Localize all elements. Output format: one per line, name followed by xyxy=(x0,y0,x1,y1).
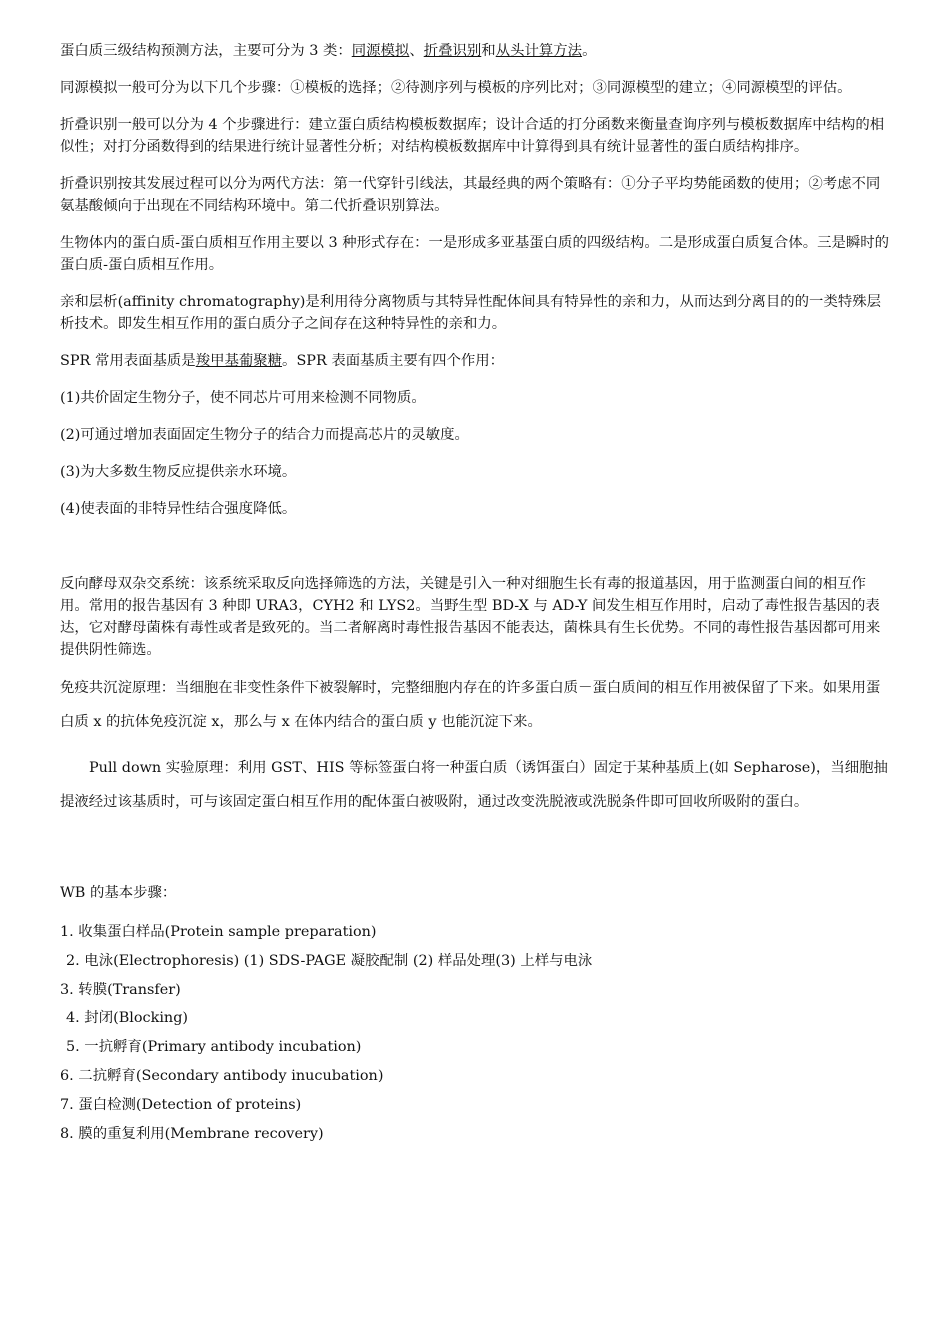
list-item: (4)使表面的非特异性结合强度降低。 xyxy=(60,501,297,517)
list-item: (2)可通过增加表面固定生物分子的结合力而提高芯片的灵敏度。 xyxy=(60,427,469,443)
paragraph-co-ip: 免疫共沉淀原理：当细胞在非变性条件下被裂解时，完整细胞内存在的许多蛋白质－蛋白质间的相互作用被保留了下来。如果用蛋白质 x 的抗体免疫沉淀 x，那么与 x 在体内结合的蛋白质 y 也能沉淀下来。 xyxy=(60,680,881,730)
list-item: 1. 收集蛋白样品(Protein sample preparation) xyxy=(60,924,377,940)
paragraph-affinity-chromatography: 亲和层析(affinity chromatography)是利用待分离物质与其特异性配体间具有特异性的亲和力，从而达到分离目的的一类特殊层析技术。即发生相互作用的蛋白质分子之间存在这种特异性的亲和力。 xyxy=(60,294,882,332)
paragraph-structure-prediction: 蛋白质三级结构预测方法，主要可分为 3 类：同源模拟、折叠识别和从头计算方法。 xyxy=(60,43,597,59)
link-fold-recognition[interactable]: 折叠识别 xyxy=(423,43,482,59)
paragraph-fold-recognition-history: 折叠识别按其发展过程可以分为两代方法：第一代穿针引线法，其最经典的两个策略有：①分子平均势能函数的使用；②考虑不同氨基酸倾向于出现在不同结构环境中。第二代折叠识别算法。 xyxy=(60,176,881,214)
list-item: 7. 蛋白检测(Detection of proteins) xyxy=(60,1096,302,1113)
link-homology-modeling[interactable]: 同源模拟 xyxy=(351,43,410,59)
list-item: 6. 二抗孵育(Secondary antibody inucubation) xyxy=(60,1067,384,1084)
wb-steps-list xyxy=(60,918,892,1148)
paragraph-homology-steps: 同源模拟一般可分为以下几个步骤：①模板的选择；②待测序列与模板的序列比对；③同源模型的建立；④同源模型的评估。 xyxy=(60,80,852,96)
list-item: 8. 膜的重复利用(Membrane recovery) xyxy=(60,1125,324,1142)
wb-title: WB 的基本步骤： xyxy=(60,885,177,901)
list-item: (3)为大多数生物反应提供亲水环境。 xyxy=(60,464,297,480)
document-page xyxy=(60,40,892,1148)
paragraph-fold-recognition-steps: 折叠识别一般可以分为 4 个步骤进行：建立蛋白质结构模板数据库；设计合适的打分函数来衡量查询序列与模板数据库中结构的相似性；对打分函数得到的结果进行统计显著性分析；对结构模板数据库中计算得到具有统计显著性的蛋白质结构排序。 xyxy=(60,117,885,155)
paragraph-ppi-forms: 生物体内的蛋白质-蛋白质相互作用主要以 3 种形式存在：一是形成多亚基蛋白质的四级结构。二是形成蛋白质复合体。三是瞬时的蛋白质-蛋白质相互作用。 xyxy=(60,235,890,273)
list-item: 4. 封闭(Blocking) xyxy=(66,1010,189,1027)
paragraph-pull-down: Pull down 实验原理：利用 GST、HIS 等标签蛋白将一种蛋白质（诱饵蛋白）固定于某种基质上(如 Sepharose)，当细胞抽提液经过该基质时，可与该固定蛋白相互作用的配体蛋白被吸附，通过改变洗脱液或洗脱条件即可回收所吸附的蛋白。 xyxy=(60,760,888,810)
list-item: 2. 电泳(Electrophoresis) (1) SDS-PAGE 凝胶配制 (2) 样品处理(3) 上样与电泳 xyxy=(66,952,593,969)
list-item: 3. 转膜(Transfer) xyxy=(60,981,181,998)
list-item: 5. 一抗孵育(Primary antibody incubation) xyxy=(66,1039,362,1056)
link-ab-initio[interactable]: 从头计算方法 xyxy=(495,43,583,59)
paragraph-reverse-yeast-two-hybrid: 反向酵母双杂交系统：该系统采取反向选择筛选的方法，关键是引入一种对细胞生长有毒的报道基因，用于监测蛋白间的相互作用。常用的报告基因有 3 种即 URA3，CYH2 和 LYS2。当野生型 BD-X 与 AD-Y 间发生相互作用时，启动了毒性报告基因的表达，它对酵母菌株有毒性或者是致死的。当二者解离时毒性报告基因不能表达，菌株具有生长优势。不同的毒性报告基因都可用来提供阴性筛选。 xyxy=(60,576,881,658)
paragraph-spr: SPR 常用表面基质是羧甲基葡聚糖。SPR 表面基质主要有四个作用： xyxy=(60,353,505,369)
list-item: (1)共价固定生物分子，使不同芯片可用来检测不同物质。 xyxy=(60,390,426,406)
link-carboxymethyl-dextran[interactable]: 羧甲基葡聚糖 xyxy=(195,353,283,369)
